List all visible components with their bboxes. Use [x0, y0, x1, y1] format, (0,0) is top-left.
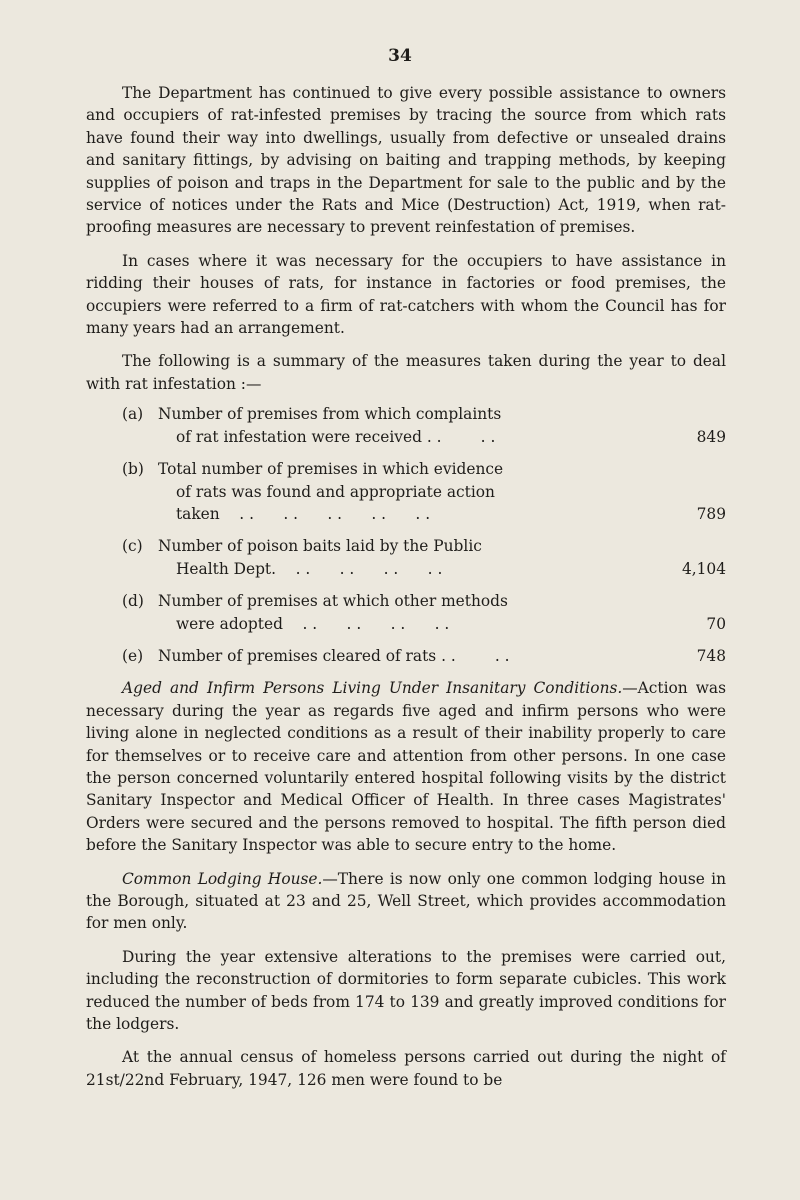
item-leaders: . . . . [421, 427, 496, 446]
section-heading-aged-infirm: Aged and Infirm Persons Living Under Insanitary Conditions. [122, 679, 623, 698]
item-description [158, 645, 548, 667]
paragraph-department-assistance: The Department has continued to give every possible assistance to owners and occupiers of rat-infested premises by tracing the source from which rats have found their way into dwellings, usually from defective or unsealed drains and sanitary fittings, by advising on baiting and trapping methods, by keeping supplies of poison and traps in the Department for sale to the public and by the service of notices under the Rats and Mice (Destruction) Act, 1919, when rat-proofing measures are necessary to prevent reinfestation of premises. [86, 84, 726, 237]
item-leaders: . . . . . . . . . . [219, 504, 431, 523]
item-line: Number of premises cleared of rats [158, 646, 437, 665]
paragraph-summary-intro: The following is a summary of the measures taken during the year to deal with rat infestation :— [86, 352, 726, 393]
paragraph-census: At the annual census of homeless persons carried out during the night of 21st/22nd February, 1947, 126 men were found to be [86, 1048, 726, 1089]
item-value: 849 [696, 427, 726, 446]
item-line: of rats was found and appropriate action [176, 482, 495, 501]
page-number: 34 [388, 46, 412, 66]
summary-item-b [86, 458, 726, 525]
item-description [158, 590, 548, 635]
section-body-aged-infirm: —Action was necessary during the year as regards five aged and infirm persons who were living alone in neglected conditions as a result of their inability properly to care for themselves or to receive care and attention from other persons. In one case the person concerned voluntarily entered hospital following visits by the district Sanitary Inspector and Medical Officer of Health. In three cases Magistrates' Orders were secured and the persons removed to hospital. The fifth person died before the Sanitary Inspector was able to secure entry to the home. [86, 679, 726, 855]
item-value: 4,104 [681, 559, 726, 578]
item-description [158, 458, 548, 525]
item-leaders: . . . . . . . . [282, 614, 450, 633]
item-value: 70 [706, 614, 726, 633]
paragraph-common-lodging-house [86, 868, 726, 935]
page-body [86, 82, 726, 1102]
item-line: Number of poison baits laid by the Public [158, 537, 482, 556]
item-letter: (b) [122, 460, 144, 479]
item-line: were adopted [176, 614, 283, 633]
paragraph-aged-infirm [86, 677, 726, 856]
summary-item-d [86, 590, 726, 635]
item-description [158, 403, 548, 448]
item-value: 789 [696, 504, 726, 523]
item-letter: (a) [122, 405, 144, 424]
item-description [158, 535, 548, 580]
item-line: of rat infestation were received [176, 427, 422, 446]
paragraph-alterations: During the year extensive alterations to the premises were carried out, including the reconstruction of dormitories to form separate cubicles. This work reduced the number of beds from 174 to 139 and greatly improved conditions for the lodgers. [86, 947, 726, 1034]
paragraph-rat-catchers: In cases where it was necessary for the occupiers to have assistance in ridding their houses of rats, for instance in factories or food premises, the occupiers were referred to a firm of rat-catchers with whom the Council has for many years had an arrangement. [86, 251, 726, 338]
item-line: Number of premises at which other methods [158, 592, 508, 611]
section-heading-common-lodging-house: Common Lodging House. [122, 869, 323, 888]
item-line: taken [176, 504, 220, 523]
item-value: 748 [696, 646, 726, 665]
item-leaders: . . . . [436, 646, 510, 665]
rat-measures-summary [86, 403, 726, 667]
item-line: Health Dept. [176, 559, 276, 578]
item-letter: (e) [122, 646, 144, 665]
item-letter: (d) [122, 592, 144, 611]
item-line: Total number of premises in which evidence [158, 460, 504, 479]
section-body-common-lodging-house: —There is now only one common lodging house in the Borough, situated at 23 and 25, Well Street, which provides accommodation for men only. [86, 869, 727, 933]
summary-item-a [86, 403, 726, 448]
summary-item-e [86, 645, 726, 667]
item-letter: (c) [122, 537, 143, 556]
item-leaders: . . . . . . . . [276, 559, 443, 578]
item-line: Number of premises from which complaints [158, 405, 502, 424]
summary-item-c [86, 535, 726, 580]
